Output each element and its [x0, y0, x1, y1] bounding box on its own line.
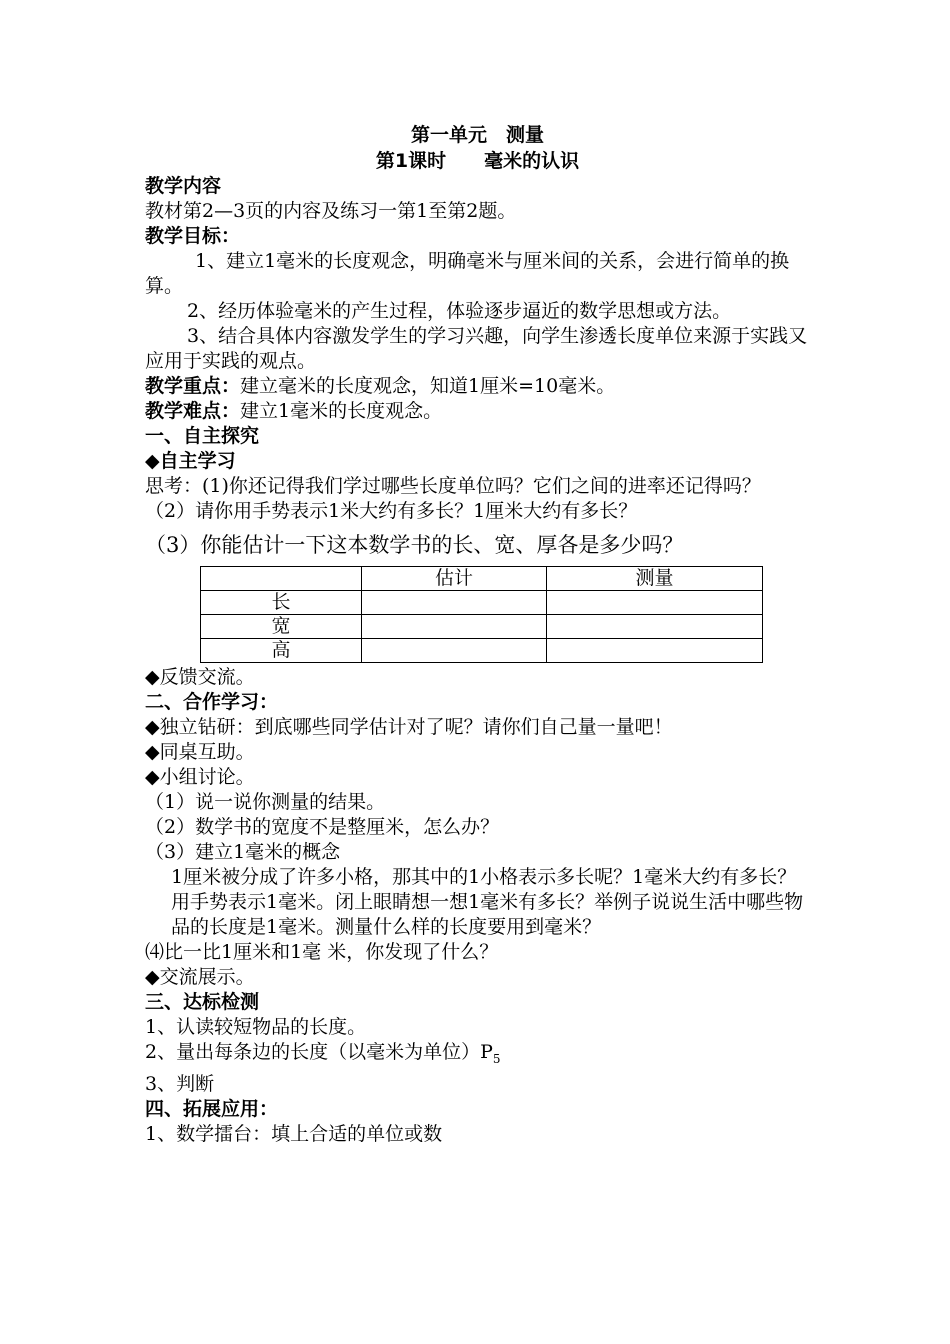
table-header-row	[201, 567, 763, 591]
list-item: （3）建立1毫米的概念	[145, 841, 341, 863]
measure-table	[200, 566, 763, 663]
page-subscript: 5	[492, 1051, 501, 1066]
list-item: 1、认读较短物品的长度。	[145, 1016, 367, 1038]
table-cell	[547, 591, 763, 615]
list-item: （1）说一说你测量的结果。	[145, 791, 386, 813]
list-item: ◆同桌互助。	[145, 741, 255, 763]
content-text: 教材第2—3页的内容及练习一第1至第2题。	[145, 200, 517, 222]
list-item: （2）数学书的宽度不是整厘米，怎么办？	[145, 816, 500, 838]
table-header-cell: 估计	[362, 567, 547, 591]
key-point	[145, 374, 810, 399]
goal-item-3: 3、结合具体内容激发学生的学习兴趣，向学生渗透长度单位来源于实践又应用于实践的观点。	[145, 325, 808, 372]
key-point-label: 教学重点：	[145, 375, 241, 397]
list-item: 1、数学擂台：填上合适的单位或数	[145, 1122, 443, 1145]
difficulty	[145, 399, 810, 424]
table-row	[201, 591, 763, 615]
feedback: ◆反馈交流。	[145, 666, 255, 688]
section4-heading: 四、拓展应用：	[145, 1097, 279, 1120]
table-header-cell: 测量	[547, 567, 763, 591]
difficulty-text: 建立1毫米的长度观念。	[240, 400, 443, 422]
goals-heading: 教学目标：	[145, 225, 241, 247]
table-cell: 长	[201, 591, 362, 615]
key-point-text: 建立毫米的长度观念，知道1厘米=10毫米。	[240, 375, 616, 397]
section1-question-2: （2）请你用手势表示1米大约有多长？1厘米大约有多长？	[145, 500, 638, 522]
document-page	[145, 122, 810, 1147]
list-item: ◆小组讨论。	[145, 766, 255, 788]
table-cell	[547, 639, 763, 663]
table-cell	[547, 615, 763, 639]
section2-show: ◆交流展示。	[145, 966, 255, 988]
table-header-cell	[201, 567, 362, 591]
table-row	[201, 639, 763, 663]
table-cell: 宽	[201, 615, 362, 639]
list-item: 3、判断	[145, 1072, 215, 1095]
section2-paragraph: 1厘米被分成了许多小格，那其中的1小格表示多长呢？1毫米大约有多长？用手势表示1毫米。闭上眼睛想一想1毫米有多长？举例子说说生活中哪些物品的长度是1毫米。测量什么样的长度要用到毫米？	[171, 866, 804, 938]
section1-question-3: （3）你能估计一下这本数学书的长、宽、厚各是多少吗？	[145, 533, 684, 557]
section1-heading: 一、自主探究	[145, 425, 260, 447]
table-row	[201, 615, 763, 639]
list-item-text: 2、量出每条边的长度（以毫米为单位）P	[145, 1041, 493, 1063]
difficulty-label: 教学难点：	[145, 400, 241, 422]
lesson-title: 第1课时 毫米的认识	[375, 150, 580, 172]
table-cell	[362, 591, 547, 615]
section2-heading: 二、合作学习：	[145, 691, 279, 713]
section2-compare: ⑷比一比1厘米和1毫 米，你发现了什么？	[145, 941, 499, 963]
goal-item-2: 2、经历体验毫米的产生过程，体验逐步逼近的数学思想或方法。	[187, 300, 732, 322]
list-item: ◆独立钻研：到底哪些同学估计对了呢？请你们自己量一量吧！	[145, 716, 673, 738]
table-cell	[362, 639, 547, 663]
content-heading: 教学内容	[145, 175, 222, 197]
unit-title: 第一单元 测量	[410, 124, 544, 146]
list-item	[145, 1040, 810, 1072]
section1-subheading: ◆自主学习	[145, 450, 236, 472]
table-cell: 高	[201, 639, 362, 663]
section1-question-1: 思考：(1)你还记得我们学过哪些长度单位吗？它们之间的进率还记得吗？	[145, 475, 761, 497]
table-cell	[362, 615, 547, 639]
section3-heading: 三、达标检测	[145, 991, 260, 1013]
goal-item-1: 1、建立1毫米的长度观念，明确毫米与厘米间的关系，会进行简单的换算。	[145, 250, 790, 297]
